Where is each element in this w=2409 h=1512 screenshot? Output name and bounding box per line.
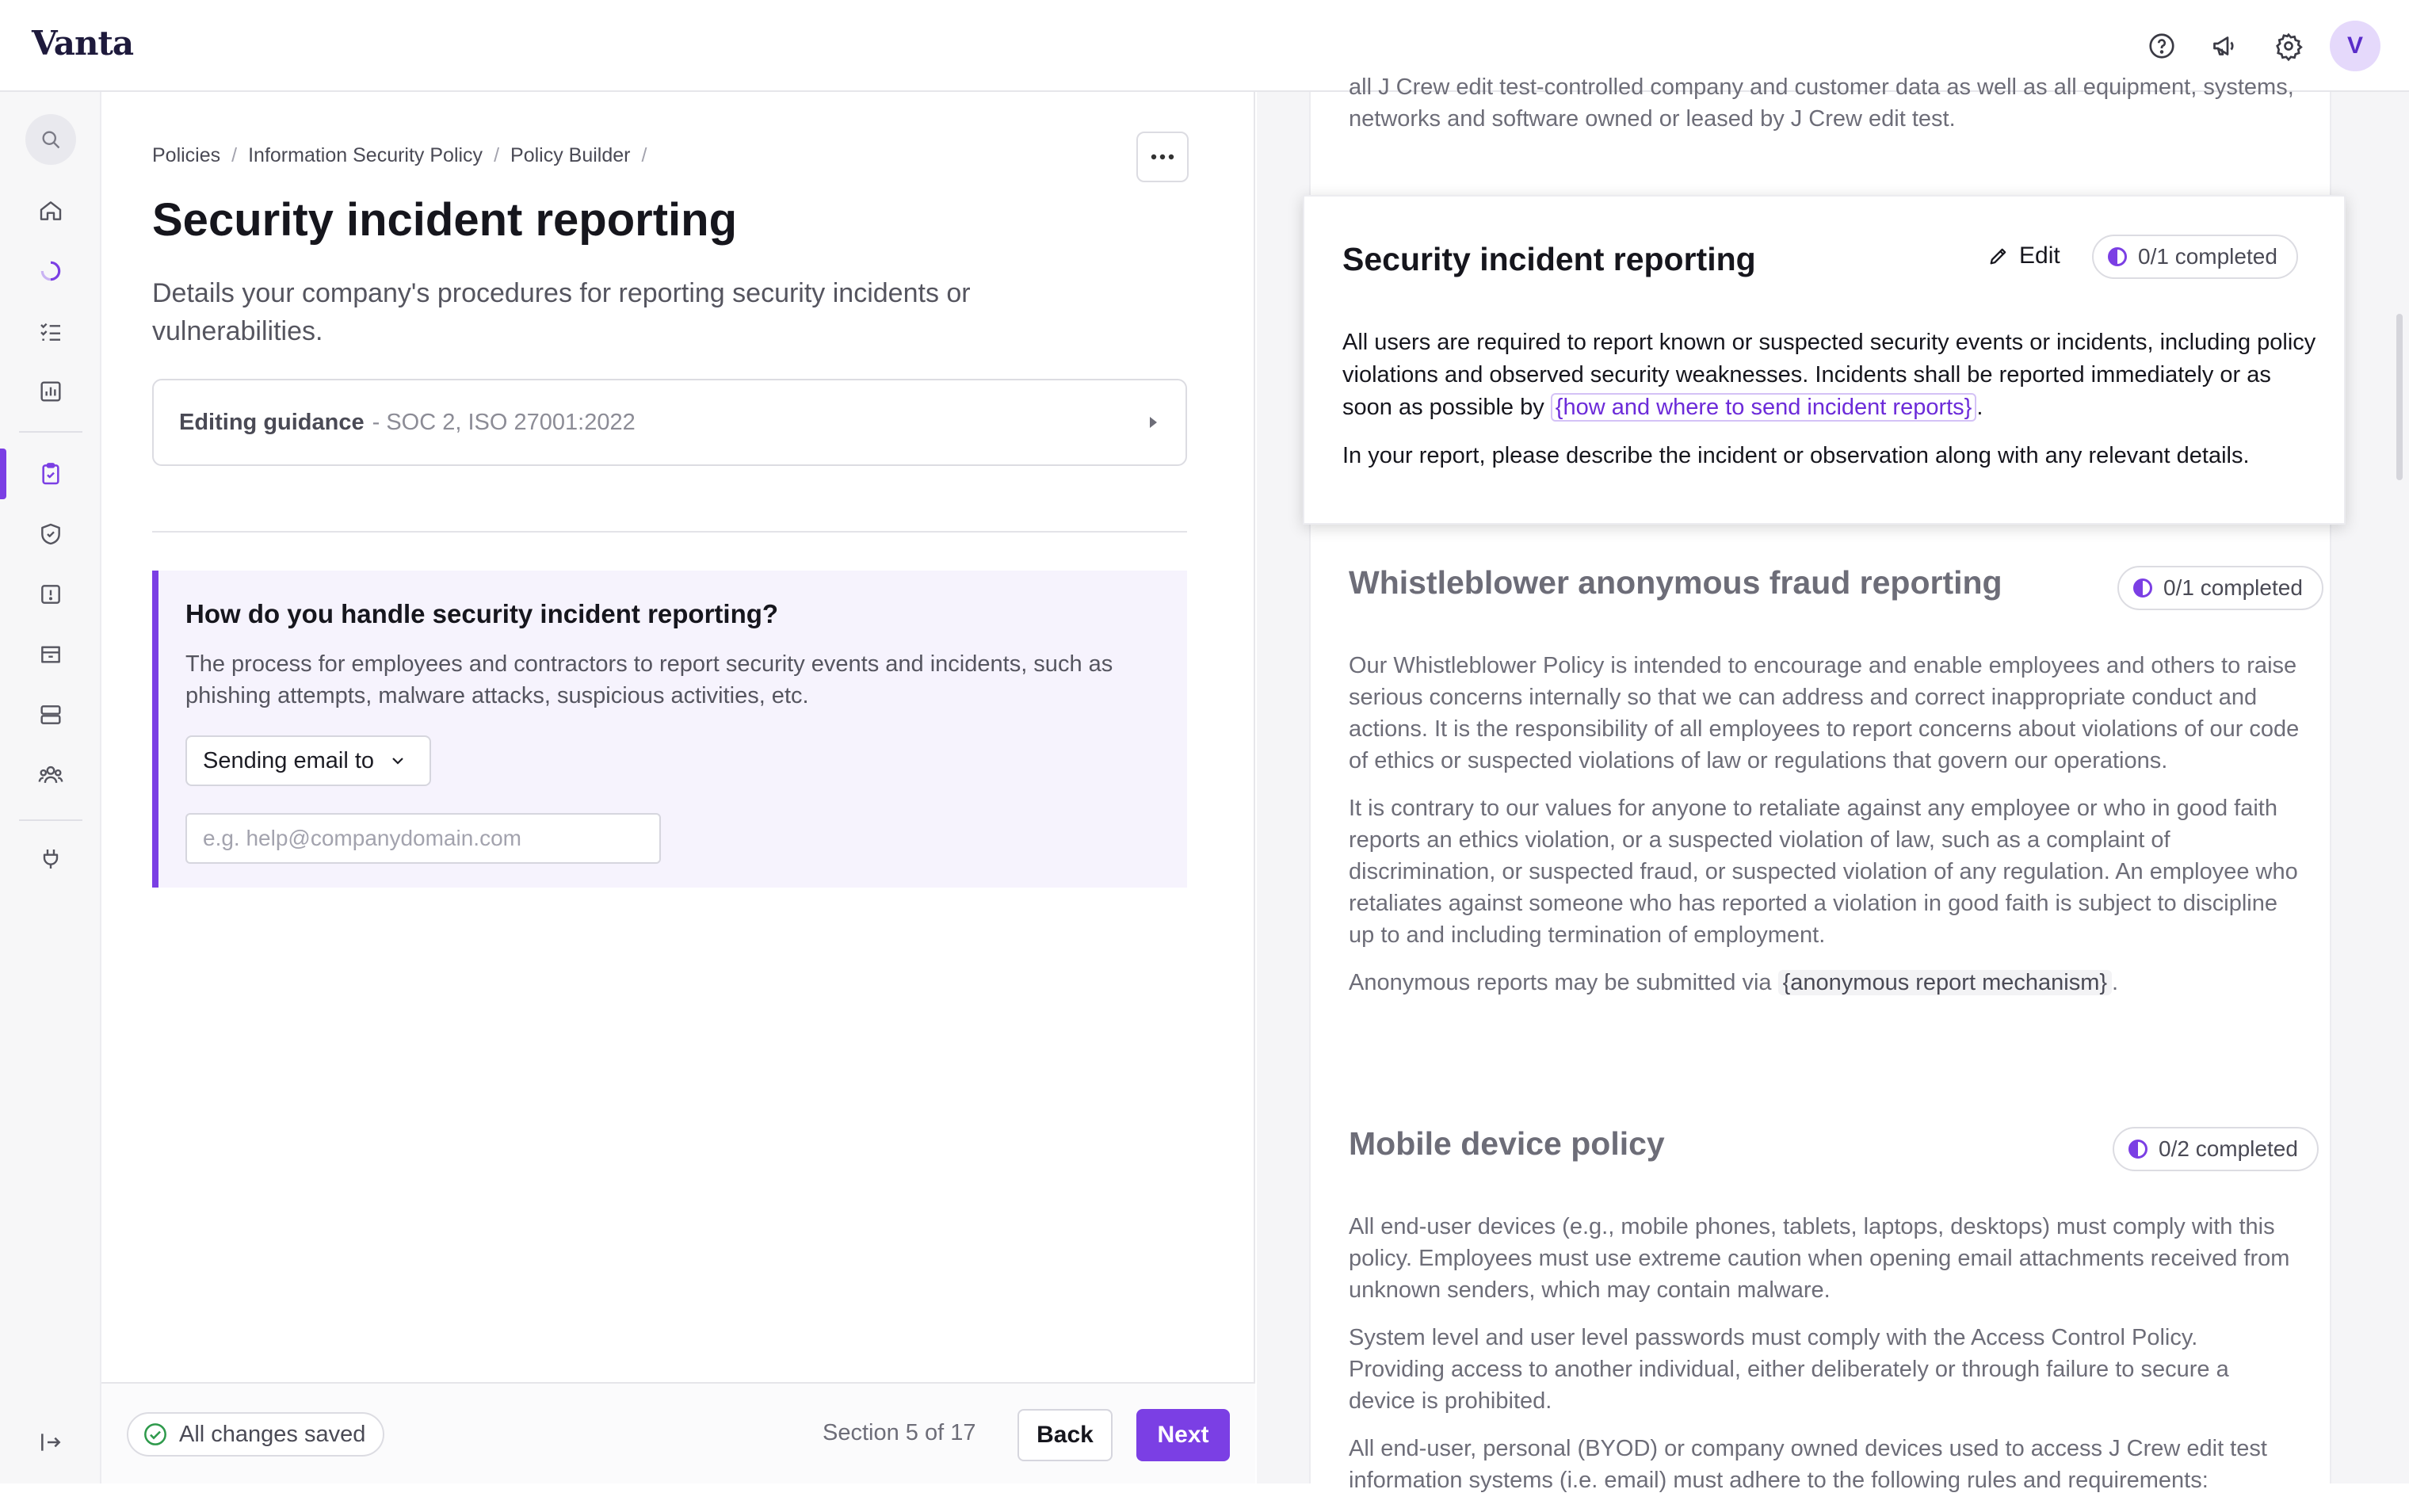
divider bbox=[152, 531, 1187, 533]
page-description: Details your company's procedures for reporting security incidents or vulnerabilities. bbox=[152, 278, 971, 346]
email-input[interactable] bbox=[185, 813, 661, 864]
active-section-paragraph: In your report, please describe the incident or observation along with any relevant details. bbox=[1342, 443, 2250, 468]
more-options-button[interactable] bbox=[1136, 132, 1189, 182]
user-avatar[interactable]: V bbox=[2330, 21, 2380, 71]
policy-preview-panel[interactable] bbox=[1257, 74, 2409, 1493]
alert-icon[interactable] bbox=[32, 575, 70, 613]
active-section-paragraph bbox=[1342, 326, 2317, 424]
settings-icon[interactable] bbox=[2271, 29, 2306, 63]
breadcrumb-separator: / bbox=[231, 144, 238, 166]
reporting-method-select[interactable] bbox=[185, 735, 431, 786]
nav-divider bbox=[19, 431, 82, 433]
breadcrumb bbox=[152, 144, 647, 167]
half-circle-progress-icon bbox=[2133, 578, 2152, 598]
pencil-icon bbox=[1987, 245, 2010, 267]
back-button[interactable]: Back bbox=[1017, 1409, 1113, 1461]
whistleblower-text: . bbox=[2112, 970, 2119, 995]
scrollbar-thumb[interactable] bbox=[2396, 314, 2403, 480]
announcement-icon[interactable] bbox=[2208, 29, 2243, 63]
save-status-badge bbox=[127, 1412, 384, 1457]
policy-builder-panel bbox=[101, 92, 1255, 1483]
editing-guidance-label: Editing guidance bbox=[179, 409, 365, 435]
search-icon[interactable] bbox=[25, 114, 76, 165]
active-section-progress-label: 0/1 completed bbox=[2138, 244, 2277, 269]
next-button[interactable]: Next bbox=[1136, 1409, 1230, 1461]
half-circle-progress-icon bbox=[2108, 247, 2127, 266]
active-section-text: . bbox=[1976, 395, 1983, 420]
whistleblower-section-title: Whistleblower anonymous fraud reporting bbox=[1349, 564, 2002, 601]
breadcrumb-policies[interactable]: Policies bbox=[152, 144, 221, 166]
mobile-paragraph: All end-user, personal (BYOD) or company owned devices used to access J Crew edit test information systems (i.e. email) must adhere to the following rules and requirements: bbox=[1349, 1436, 2267, 1493]
nav-divider bbox=[19, 819, 82, 821]
breadcrumb-separator: / bbox=[641, 144, 647, 166]
whistleblower-text: Anonymous reports may be submitted via bbox=[1349, 970, 1778, 995]
whistleblower-paragraph bbox=[1349, 967, 2300, 998]
active-section-title: Security incident reporting bbox=[1342, 241, 1756, 277]
whistleblower-section-body bbox=[1349, 650, 2300, 1014]
active-section-body bbox=[1342, 326, 2317, 488]
footer-bar bbox=[101, 1382, 1255, 1483]
edit-label: Edit bbox=[2019, 242, 2060, 269]
nav-active-indicator bbox=[0, 449, 6, 499]
breadcrumb-policy-builder[interactable]: Policy Builder bbox=[510, 144, 631, 166]
vanta-logo[interactable]: Vanta bbox=[32, 24, 134, 63]
half-circle-progress-icon bbox=[2128, 1140, 2147, 1159]
mobile-progress-label: 0/2 completed bbox=[2159, 1136, 2298, 1161]
mobile-section-title: Mobile device policy bbox=[1349, 1125, 1665, 1162]
incident-reports-token[interactable]: {how and where to send incident reports} bbox=[1551, 393, 1977, 422]
active-section-progress-badge bbox=[2092, 235, 2298, 279]
left-navigation bbox=[0, 92, 101, 1483]
editing-guidance-accordion[interactable] bbox=[152, 379, 1187, 466]
caret-right-icon bbox=[1150, 417, 1157, 428]
question-description: The process for employees and contractors to report security events and incidents, such as phishing attempts, malware attacks, suspicious activities, etc. bbox=[185, 651, 1113, 708]
checklist-icon[interactable] bbox=[32, 312, 70, 350]
help-icon[interactable] bbox=[2144, 29, 2179, 63]
question-title: How do you handle security incident reporting? bbox=[185, 599, 779, 628]
collapse-icon[interactable] bbox=[32, 1423, 70, 1461]
whistleblower-paragraph: It is contrary to our values for anyone to retaliate against any employee or who in good faith reports an ethics violation, or a suspected violation of law, such as a complaint of discrimination, or suspected fraud, or suspected violation of any regulation. An employee who retaliates against someone who has reported a violation in good faith is subject to discipline up to and including termination of employment. bbox=[1349, 796, 2298, 948]
shield-icon[interactable] bbox=[32, 515, 70, 553]
breadcrumb-separator: / bbox=[494, 144, 500, 166]
whistleblower-progress-badge bbox=[2117, 566, 2323, 610]
reporting-method-value: Sending email to bbox=[203, 747, 375, 773]
mobile-paragraph: All end-user devices (e.g., mobile phones, tablets, laptops, desktops) must comply with this policy. Employees must use extreme caution when opening email attachments received from unknown senders, which may contain malware. bbox=[1349, 1214, 2290, 1303]
server-icon[interactable] bbox=[32, 696, 70, 734]
edit-section-button[interactable] bbox=[1987, 242, 2060, 269]
active-section-text: All users are required to report known or suspected security events or incidents, including policy violations and observed security weaknesses. Incidents shall be reported immediately or as soon as possible by bbox=[1342, 330, 2316, 420]
ellipsis-icon bbox=[1151, 154, 1174, 160]
section-counter: Section 5 of 17 bbox=[823, 1420, 976, 1445]
inbox-icon[interactable] bbox=[32, 636, 70, 674]
active-section-card[interactable] bbox=[1303, 195, 2346, 525]
reports-icon[interactable] bbox=[32, 372, 70, 410]
breadcrumb-information-security-policy[interactable]: Information Security Policy bbox=[248, 144, 483, 166]
editing-guidance-frameworks: - SOC 2, ISO 27001:2022 bbox=[372, 409, 636, 435]
mobile-paragraph: System level and user level passwords must comply with the Access Control Policy. Providing access to another individual, either deliberately or through failure to secure a device is prohibited. bbox=[1349, 1325, 2229, 1414]
whistleblower-progress-label: 0/1 completed bbox=[2163, 575, 2303, 600]
question-card bbox=[152, 571, 1187, 888]
progress-icon[interactable] bbox=[32, 252, 70, 290]
chevron-down-icon bbox=[388, 751, 407, 770]
mobile-progress-badge bbox=[2113, 1127, 2319, 1171]
home-icon[interactable] bbox=[32, 192, 70, 230]
policies-icon[interactable] bbox=[32, 455, 70, 493]
people-icon[interactable] bbox=[32, 756, 70, 794]
whistleblower-paragraph: Our Whistleblower Policy is intended to encourage and enable employees and others to raise serious concerns internally so that we can address and correct inappropriate conduct and actions. It is the responsibility of all employees to report concerns about violations of our code of ethics or suspected violations of law or regulations that govern our operations. bbox=[1349, 653, 2300, 773]
check-circle-icon bbox=[143, 1422, 168, 1447]
page-title: Security incident reporting bbox=[152, 194, 737, 246]
mobile-section-body bbox=[1349, 1211, 2300, 1512]
integrations-icon[interactable] bbox=[32, 840, 70, 878]
previous-section-text: all J Crew edit test-controlled company and customer data as well as all equipment, systems, networks and software owned or leased by J Crew edit test. bbox=[1349, 74, 2294, 132]
save-status-label: All changes saved bbox=[179, 1421, 366, 1447]
anonymous-report-mechanism-token[interactable]: {anonymous report mechanism} bbox=[1778, 970, 2112, 995]
